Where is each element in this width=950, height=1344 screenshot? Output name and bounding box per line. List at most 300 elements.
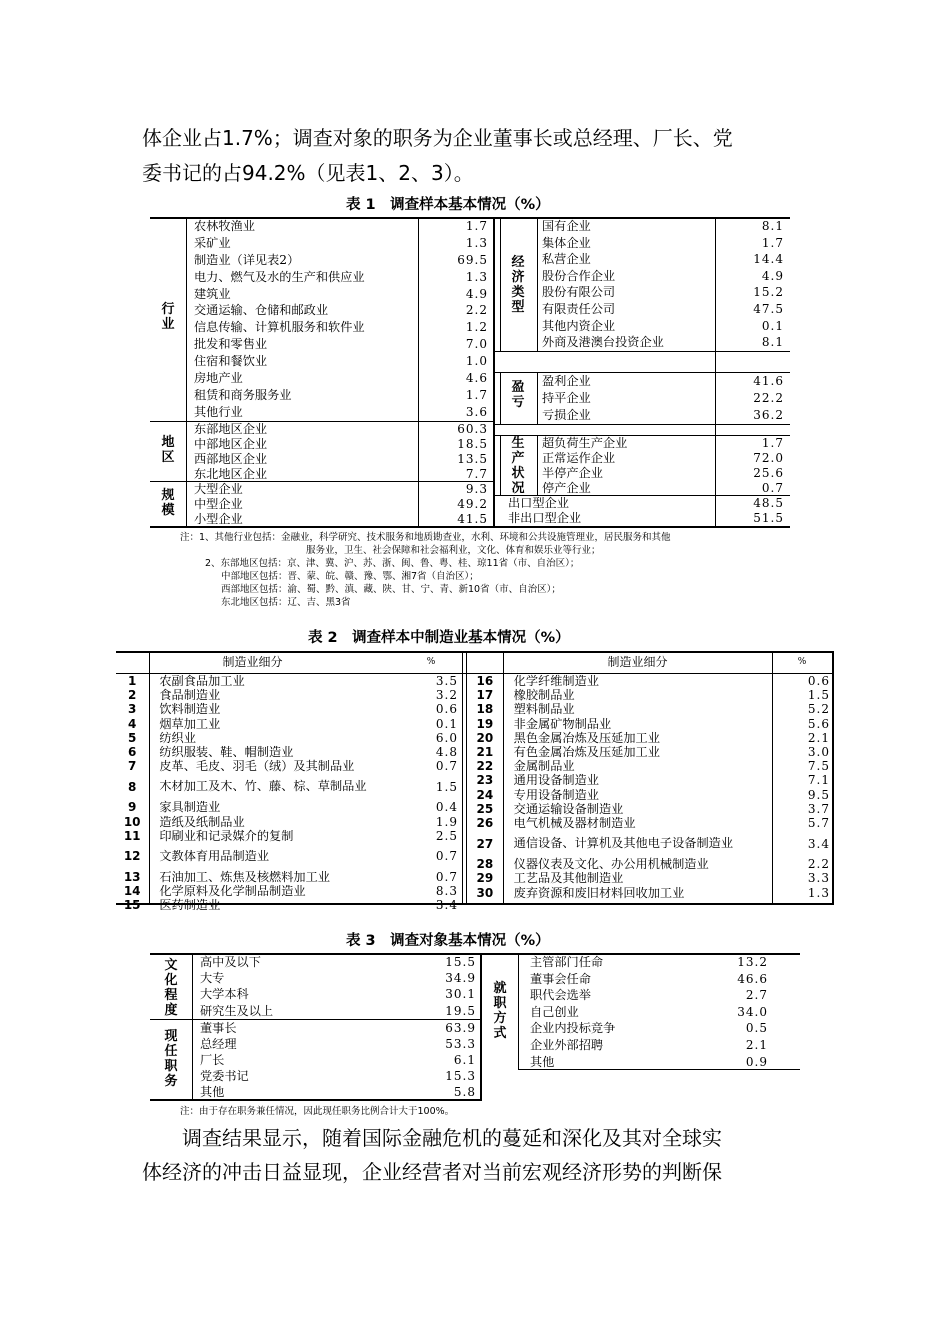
- row-label: 主管部门任命: [530, 955, 604, 969]
- table-row: [542, 235, 790, 252]
- row-number: 14: [123, 884, 141, 899]
- table-row: [200, 1068, 480, 1084]
- table-row: [194, 370, 494, 387]
- row-label: 纺织服装、鞋、帽制造业: [159, 745, 294, 760]
- table-row: [194, 437, 494, 452]
- row-value: 0.7: [435, 759, 458, 774]
- table-row: [200, 1052, 480, 1068]
- row-value: 2.5: [435, 828, 458, 843]
- row-label: 股份有限公司: [542, 285, 616, 300]
- table-row: [467, 871, 834, 885]
- row-value: 4.9: [761, 268, 784, 283]
- row-label: 持平企业: [542, 390, 591, 405]
- row-value: 1.2: [465, 320, 488, 335]
- table-row: [467, 688, 834, 702]
- table-row: [542, 407, 790, 424]
- row-value: 1.7: [761, 235, 784, 250]
- table-row: [200, 970, 480, 986]
- row-number: 30: [476, 885, 494, 900]
- row-value: 2.7: [745, 988, 768, 1003]
- table-row: [116, 843, 462, 870]
- t3-employment-label: 就 职 方 式: [493, 981, 507, 1041]
- row-label: 工艺品及其他制造业: [513, 871, 624, 886]
- row-value: 4.8: [435, 745, 458, 760]
- table-row: [530, 1037, 800, 1054]
- row-number: 28: [476, 857, 494, 872]
- table-row: [194, 286, 494, 303]
- table-row: [467, 857, 834, 871]
- table-row: [530, 1004, 800, 1021]
- table-row: [116, 773, 462, 800]
- t1-scale-label: 规 模: [161, 488, 175, 518]
- intro-line-1: 体企业占1.7%；调查对象的职务为企业董事长或总经理、厂长、党: [142, 126, 733, 150]
- table-row: [116, 759, 462, 773]
- row-label: 医药制造业: [159, 898, 221, 913]
- t2-pct-right: %: [797, 657, 807, 667]
- row-label: 采矿业: [194, 235, 231, 250]
- row-number: 25: [476, 801, 494, 816]
- t1-economy-label: 经 济 类 型: [511, 255, 525, 315]
- table-row: [116, 898, 462, 912]
- row-value: 18.5: [457, 436, 488, 451]
- t1-note-1: 注：1、其他行业包括：金融业，科学研究、技术服务和地质勘查业，水利、环境和公共设施管理业，居民服务和其他: [180, 532, 671, 543]
- row-value: 3.6: [465, 404, 488, 419]
- row-value: 13.5: [457, 451, 488, 466]
- row-number: 29: [476, 871, 494, 886]
- table-row: [116, 870, 462, 884]
- table-row: [530, 1020, 800, 1037]
- row-label: 西部地区企业: [194, 451, 268, 466]
- row-label: 东北地区企业: [194, 466, 268, 481]
- row-label: 通用设备制造业: [513, 773, 599, 788]
- row-number: 27: [476, 836, 494, 851]
- row-number: 24: [476, 787, 494, 802]
- table-row: [194, 387, 494, 404]
- row-value: 3.4: [807, 836, 830, 851]
- row-value: 0.7: [435, 870, 458, 885]
- table3: [150, 953, 800, 1101]
- table-row: [116, 815, 462, 829]
- row-value: 49.2: [457, 496, 488, 511]
- row-value: 2.2: [465, 303, 488, 318]
- table2-caption: 表 2 调查样本中制造业基本情况（%）: [308, 630, 570, 646]
- row-value: 9.3: [465, 482, 488, 496]
- table1-caption: 表 1 调查样本基本情况（%）: [346, 197, 550, 213]
- table-row: [194, 218, 494, 235]
- row-value: 7.5: [807, 759, 830, 774]
- row-value: 5.6: [807, 716, 830, 731]
- t1-note-6: 东北地区包括：辽、吉、黑3省: [221, 597, 351, 608]
- row-value: 46.6: [737, 971, 768, 986]
- row-value: 1.7: [761, 436, 784, 450]
- row-label: 董事长: [200, 1021, 237, 1035]
- row-value: 0.6: [435, 702, 458, 717]
- row-label: 非金属矿物制品业: [513, 716, 612, 731]
- row-label: 有限责任公司: [542, 301, 616, 316]
- table-row: [200, 1036, 480, 1052]
- row-number: 23: [476, 773, 494, 788]
- table-row: [467, 674, 834, 688]
- table-row: [194, 235, 494, 252]
- t1-profit-label: 盈 亏: [511, 380, 525, 410]
- table-row: [467, 886, 834, 900]
- table-row: [530, 1054, 800, 1071]
- row-number: 11: [123, 828, 141, 843]
- row-label: 农副食品加工业: [159, 674, 245, 688]
- table-row: [200, 1003, 480, 1019]
- table-row: [467, 802, 834, 816]
- row-value: 6.0: [435, 730, 458, 745]
- table-row: [542, 334, 790, 351]
- table-row: [116, 674, 462, 688]
- row-label: 木材加工及木、竹、藤、棕、草制品业: [159, 779, 367, 794]
- row-value: 7.7: [465, 466, 488, 481]
- row-value: 5.7: [807, 816, 830, 831]
- row-number: 22: [476, 759, 494, 774]
- table-row: [508, 511, 790, 526]
- row-value: 1.5: [435, 779, 458, 794]
- table-row: [116, 688, 462, 702]
- row-value: 0.4: [435, 800, 458, 815]
- row-value: 3.2: [435, 688, 458, 703]
- row-label: 纺织业: [159, 730, 196, 745]
- row-label: 中型企业: [194, 496, 243, 511]
- table-row: [467, 773, 834, 787]
- t1-industry-label: 行 业: [161, 302, 175, 332]
- table-row: [200, 986, 480, 1002]
- table-row: [542, 436, 790, 451]
- row-value: 19.5: [445, 1003, 476, 1018]
- row-label: 正常运作企业: [542, 450, 616, 465]
- t2-pct-left: %: [426, 657, 436, 667]
- row-label: 文教体育用品制造业: [159, 849, 270, 864]
- table-row: [194, 269, 494, 286]
- row-label: 私营企业: [542, 252, 591, 267]
- t2-header-right: 制造业细分: [607, 655, 668, 669]
- row-label: 金属制品业: [513, 759, 575, 774]
- table-row: [194, 404, 494, 421]
- row-label: 橡胶制品业: [513, 688, 575, 703]
- table-row: [194, 482, 494, 497]
- row-value: 2.1: [807, 730, 830, 745]
- row-label: 高中及以下: [200, 955, 261, 969]
- row-number: 18: [476, 702, 494, 717]
- row-label: 专用设备制造业: [513, 787, 599, 802]
- row-label: 企业内投标竞争: [530, 1021, 616, 1036]
- row-label: 食品制造业: [159, 688, 221, 703]
- table-row: [542, 466, 790, 481]
- row-value: 15.3: [445, 1069, 476, 1083]
- table-row: [542, 301, 790, 318]
- table-row: [116, 829, 462, 843]
- row-label: 中部地区企业: [194, 436, 268, 451]
- row-value: 60.3: [457, 422, 488, 436]
- row-label: 通信设备、计算机及其他电子设备制造业: [513, 836, 734, 851]
- row-label: 塑料制品业: [513, 702, 575, 717]
- row-label: 皮革、毛皮、羽毛（绒）及其制品业: [159, 759, 355, 774]
- row-number: 13: [123, 870, 141, 885]
- row-label: 盈利企业: [542, 374, 591, 388]
- row-number: 9: [127, 800, 137, 815]
- row-value: 15.2: [753, 285, 784, 300]
- row-value: 7.1: [807, 773, 830, 788]
- row-number: 26: [476, 816, 494, 831]
- row-label: 其他: [200, 1085, 225, 1099]
- row-label: 其他: [530, 1054, 555, 1069]
- row-value: 1.0: [465, 354, 488, 369]
- row-value: 0.7: [761, 480, 784, 495]
- row-value: 1.3: [465, 269, 488, 284]
- row-value: 6.1: [453, 1053, 476, 1067]
- table-row: [116, 745, 462, 759]
- row-value: 34.9: [445, 971, 476, 986]
- row-value: 22.2: [753, 390, 784, 405]
- row-number: 10: [123, 814, 141, 829]
- row-value: 41.5: [457, 511, 488, 526]
- t3-note: 注：由于存在职务兼任情况，因此现任职务比例合计大于100%。: [180, 1106, 455, 1117]
- table-row: [200, 1020, 480, 1036]
- row-label: 职代会选举: [530, 988, 591, 1003]
- row-number: 5: [127, 730, 137, 745]
- row-label: 研究生及以上: [200, 1003, 274, 1018]
- row-value: 36.2: [753, 407, 784, 422]
- row-label: 停产企业: [542, 480, 591, 495]
- row-value: 5.8: [453, 1085, 476, 1099]
- table-row: [467, 759, 834, 773]
- table-row: [542, 373, 790, 390]
- row-value: 53.3: [445, 1037, 476, 1051]
- row-value: 3.3: [807, 871, 830, 886]
- row-label: 住宿和餐饮业: [194, 354, 268, 369]
- row-number: 17: [476, 688, 494, 703]
- row-value: 34.0: [737, 1004, 768, 1019]
- row-number: 4: [127, 716, 137, 731]
- table-row: [194, 467, 494, 482]
- table-row: [467, 717, 834, 731]
- row-label: 股份合作企业: [542, 268, 616, 283]
- table-row: [467, 702, 834, 716]
- t2-header-left: 制造业细分: [222, 655, 283, 669]
- row-value: 48.5: [753, 496, 784, 510]
- row-value: 1.9: [435, 814, 458, 829]
- row-value: 8.1: [761, 335, 784, 350]
- row-label: 石油加工、炼焦及核燃料加工业: [159, 870, 330, 885]
- row-label: 批发和零售业: [194, 337, 268, 352]
- table-row: [542, 284, 790, 301]
- row-number: 20: [476, 730, 494, 745]
- table-row: [194, 497, 494, 512]
- intro-line-2: 委书记的占94.2%（见表1、2、3）。: [142, 161, 474, 185]
- row-value: 1.7: [465, 219, 488, 233]
- table2: [116, 651, 834, 913]
- row-label: 亏损企业: [542, 407, 591, 422]
- row-label: 超负荷生产企业: [542, 436, 628, 450]
- row-label: 小型企业: [194, 511, 243, 526]
- row-label: 有色金属冶炼及压延加工业: [513, 745, 660, 760]
- table-row: [542, 481, 790, 496]
- t1-region-label: 地 区: [161, 435, 175, 465]
- table3-caption: 表 3 调查对象基本情况（%）: [346, 933, 550, 949]
- table-row: [530, 971, 800, 988]
- row-label: 其他行业: [194, 404, 243, 419]
- row-label: 饮料制造业: [159, 702, 221, 717]
- row-label: 信息传输、计算机服务和软件业: [194, 320, 365, 335]
- row-label: 大专: [200, 971, 225, 986]
- table-row: [467, 731, 834, 745]
- row-label: 农林牧渔业: [194, 219, 255, 233]
- table-row: [116, 731, 462, 745]
- row-value: 63.9: [445, 1021, 476, 1035]
- row-label: 制造业（详见表2）: [194, 252, 300, 267]
- table-row: [542, 390, 790, 407]
- table-row: [194, 422, 494, 437]
- table-row: [194, 302, 494, 319]
- row-label: 外商及港澳台投资企业: [542, 335, 664, 350]
- row-label: 大学本科: [200, 987, 249, 1002]
- row-label: 总经理: [200, 1037, 237, 1051]
- row-number: 1: [127, 674, 137, 688]
- row-value: 47.5: [753, 301, 784, 316]
- table-row: [530, 954, 800, 971]
- table-row: [542, 251, 790, 268]
- row-value: 8.1: [761, 219, 784, 233]
- row-label: 出口型企业: [508, 496, 569, 510]
- row-value: 30.1: [445, 987, 476, 1002]
- table-row: [194, 353, 494, 370]
- row-value: 1.7: [465, 387, 488, 402]
- row-value: 9.5: [807, 787, 830, 802]
- row-value: 1.5: [807, 688, 830, 703]
- table-row: [467, 830, 834, 857]
- row-label: 家具制造业: [159, 800, 221, 815]
- row-label: 交通运输、仓储和邮政业: [194, 303, 329, 318]
- table-row: [542, 218, 790, 235]
- row-label: 电力、燃气及水的生产和供应业: [194, 269, 365, 284]
- row-value: 0.1: [761, 318, 784, 333]
- row-label: 仪器仪表及文化、办公用机械制造业: [513, 857, 709, 872]
- row-label: 印刷业和记录媒介的复制: [159, 828, 294, 843]
- row-label: 烟草加工业: [159, 716, 221, 731]
- row-value: 0.6: [807, 674, 830, 688]
- row-value: 69.5: [457, 252, 488, 267]
- table-row: [194, 252, 494, 269]
- t1-note-4: 中部地区包括：晋、蒙、皖、赣、豫、鄂、湘7省（自治区）；: [221, 571, 479, 582]
- row-value: 72.0: [753, 450, 784, 465]
- row-value: 4.9: [465, 286, 488, 301]
- row-label: 自己创业: [530, 1004, 579, 1019]
- row-number: 19: [476, 716, 494, 731]
- table-row: [530, 987, 800, 1004]
- row-value: 2.2: [807, 857, 830, 872]
- outro-line-2: 体经济的冲击日益显现，企业经营者对当前宏观经济形势的判断保: [142, 1160, 722, 1184]
- row-value: 0.7: [435, 849, 458, 864]
- row-label: 造纸及纸制品业: [159, 814, 245, 829]
- row-label: 化学原料及化学制品制造业: [159, 884, 306, 899]
- row-number: 21: [476, 745, 494, 760]
- row-value: 25.6: [753, 465, 784, 480]
- row-label: 半停产企业: [542, 465, 603, 480]
- t1-note-2: 服务业，卫生、社会保障和社会福利业，文化、体育和娱乐业等行业；: [306, 545, 601, 556]
- row-number: 16: [476, 674, 494, 688]
- row-value: 14.4: [753, 252, 784, 267]
- t3-education-label: 文 化 程 度: [164, 958, 178, 1018]
- t3-position-label: 现 任 职 务: [164, 1029, 178, 1089]
- row-label: 交通运输设备制造业: [513, 801, 624, 816]
- row-label: 东部地区企业: [194, 422, 268, 436]
- table-row: [542, 268, 790, 285]
- t1-production-label: 生 产 状 况: [511, 436, 525, 496]
- row-value: 13.2: [737, 955, 768, 969]
- table-row: [116, 884, 462, 898]
- table-row: [467, 816, 834, 830]
- row-number: 12: [123, 849, 141, 864]
- row-number: 3: [127, 702, 137, 717]
- row-value: 0.1: [435, 716, 458, 731]
- row-number: 15: [123, 898, 141, 913]
- row-value: 1.3: [807, 885, 830, 900]
- row-value: 0.9: [745, 1054, 768, 1069]
- row-label: 建筑业: [194, 286, 231, 301]
- row-value: 3.0: [807, 745, 830, 760]
- row-label: 非出口型企业: [508, 511, 582, 526]
- row-label: 其他内资企业: [542, 318, 616, 333]
- row-value: 5.2: [807, 702, 830, 717]
- row-value: 2.1: [745, 1037, 768, 1052]
- table-row: [200, 1084, 480, 1100]
- table-row: [508, 496, 790, 511]
- row-value: 3.7: [807, 801, 830, 816]
- row-label: 大型企业: [194, 482, 243, 496]
- row-label: 集体企业: [542, 235, 591, 250]
- table-row: [116, 702, 462, 716]
- table-row: [467, 745, 834, 759]
- row-number: 7: [127, 759, 137, 774]
- row-label: 党委书记: [200, 1069, 249, 1083]
- row-label: 废弃资源和废旧材料回收加工业: [513, 885, 685, 900]
- row-label: 房地产业: [194, 371, 243, 386]
- table-row: [467, 788, 834, 802]
- table-row: [194, 319, 494, 336]
- row-value: 3.5: [435, 674, 458, 688]
- row-value: 7.0: [465, 337, 488, 352]
- row-value: 3.4: [435, 898, 458, 913]
- row-value: 0.5: [745, 1021, 768, 1036]
- row-number: 8: [127, 779, 137, 794]
- row-value: 41.6: [753, 374, 784, 388]
- row-label: 黑色金属冶炼及压延加工业: [513, 730, 660, 745]
- table-row: [116, 717, 462, 731]
- table-row: [542, 318, 790, 335]
- outro-line-1: 调查结果显示，随着国际金融危机的蔓延和深化及其对全球实: [182, 1126, 722, 1150]
- table-row: [200, 954, 480, 970]
- row-value: 51.5: [753, 511, 784, 526]
- row-label: 化学纤维制造业: [513, 674, 599, 688]
- row-value: 15.5: [445, 955, 476, 969]
- table-row: [194, 336, 494, 353]
- row-number: 2: [127, 688, 137, 703]
- table-row: [194, 512, 494, 527]
- row-label: 国有企业: [542, 219, 591, 233]
- row-label: 租赁和商务服务业: [194, 387, 292, 402]
- table-row: [194, 452, 494, 467]
- row-value: 4.6: [465, 371, 488, 386]
- table-row: [116, 800, 462, 814]
- table1: [150, 217, 790, 528]
- t1-note-3: 2、东部地区包括：京、津、冀、沪、苏、浙、闽、鲁、粤、桂、琼11省（市、自治区）；: [205, 558, 580, 569]
- row-value: 8.3: [435, 884, 458, 899]
- row-label: 厂长: [200, 1053, 225, 1067]
- table-row: [542, 451, 790, 466]
